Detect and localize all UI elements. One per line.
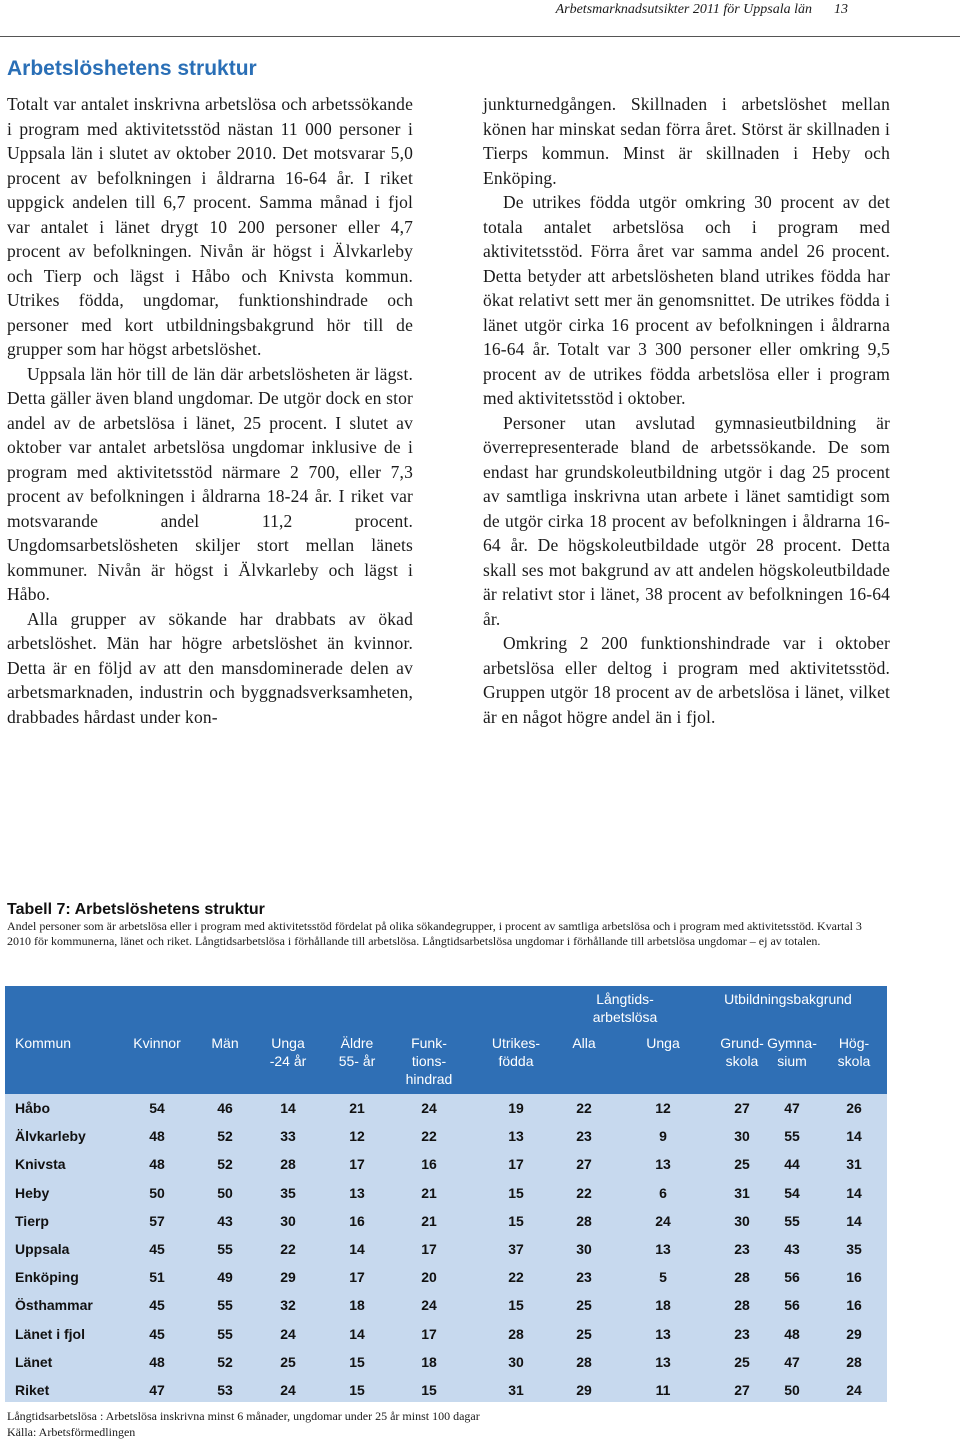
table-cell: 28: [734, 1269, 750, 1286]
table-cell: 24: [655, 1212, 671, 1229]
table-cell: 13: [508, 1128, 524, 1145]
table-cell: 27: [576, 1156, 592, 1173]
table-cell: 22: [576, 1184, 592, 1201]
table-row: [5, 1122, 887, 1150]
table-cell: 23: [576, 1128, 592, 1145]
table-cell: 43: [784, 1241, 800, 1257]
table-header: [5, 986, 887, 1094]
page-number: 13: [834, 2, 848, 17]
row-label: Heby: [15, 1184, 50, 1201]
table-cell: 44: [784, 1156, 800, 1173]
table-cell: 18: [655, 1297, 671, 1314]
table-cell: 12: [349, 1128, 365, 1145]
table-cell: 29: [846, 1325, 862, 1342]
table-cell: 30: [280, 1212, 296, 1229]
table-cell: 47: [149, 1382, 165, 1398]
table-cell: 16: [421, 1156, 437, 1173]
table-cell: 50: [149, 1184, 165, 1201]
table-cell: 24: [280, 1382, 296, 1398]
paragraph: junkturnedgången. Skillnaden i arbetslöshet mellan könen har minskat sedan förra året. Störst är skillnaden i Tierps kommun. Minst är skillnaden i Heby och Enköping.: [483, 94, 890, 188]
table-row: [5, 1348, 887, 1376]
table-cell: 6: [659, 1184, 667, 1201]
table-cell: 57: [149, 1212, 165, 1229]
table-cell: 35: [280, 1184, 296, 1201]
table-cell: 54: [149, 1100, 165, 1116]
table-cell: 17: [508, 1156, 524, 1173]
table-cell: 28: [846, 1353, 862, 1370]
table-cell: 45: [149, 1241, 165, 1257]
table-cell: 55: [217, 1325, 233, 1342]
table-cell: 29: [280, 1269, 296, 1286]
table-cell: 23: [734, 1325, 750, 1342]
table-row: [5, 1150, 887, 1178]
table-cell: 21: [421, 1212, 437, 1229]
table-title: Tabell 7: Arbetslöshetens struktur: [7, 901, 265, 918]
table-cell: 31: [508, 1382, 524, 1398]
table-cell: 49: [217, 1269, 233, 1286]
table-row: [5, 1263, 887, 1291]
table-cell: 13: [655, 1241, 671, 1257]
column-header: Unga -24 år: [269, 1035, 307, 1069]
table-row: [5, 1376, 887, 1404]
table-cell: 17: [349, 1269, 365, 1286]
table-cell: 46: [217, 1100, 233, 1116]
table-cell: 24: [421, 1297, 437, 1314]
table-cell: 55: [784, 1212, 800, 1229]
table-cell: 28: [576, 1353, 592, 1370]
table-cell: 18: [349, 1297, 365, 1314]
table-cell: 50: [217, 1184, 233, 1201]
table-cell: 52: [217, 1353, 233, 1370]
table-cell: 17: [349, 1156, 365, 1173]
row-label: Håbo: [15, 1100, 50, 1116]
table-cell: 28: [508, 1325, 524, 1342]
table-cell: 18: [421, 1353, 437, 1370]
table-cell: 24: [421, 1100, 437, 1116]
table-cell: 53: [217, 1382, 233, 1398]
table-cell: 31: [846, 1156, 862, 1173]
column-header: Utrikes- födda: [491, 1035, 541, 1069]
table-cell: 25: [734, 1156, 750, 1173]
column-header: Grund- skola: [720, 1035, 764, 1069]
table-cell: 56: [784, 1269, 800, 1286]
table-cell: 24: [280, 1325, 296, 1342]
table-cell: 16: [846, 1269, 862, 1286]
table-cell: 30: [734, 1212, 750, 1229]
page-header: [0, 0, 960, 37]
row-label: Länet: [15, 1353, 53, 1370]
table-cell: 30: [508, 1353, 524, 1370]
table-cell: 37: [508, 1241, 524, 1257]
table-cell: 14: [846, 1128, 862, 1145]
column-header: Män: [211, 1035, 239, 1051]
table-cell: 9: [659, 1128, 667, 1145]
table-cell: 21: [421, 1184, 437, 1201]
left-column: [7, 92, 413, 729]
table-cell: 16: [349, 1212, 365, 1229]
column-header: Kommun: [15, 1035, 72, 1051]
running-title: Arbetsmarknadsutsikter 2011 för Uppsala län: [555, 2, 812, 17]
table-source: Källa: Arbetsförmedlingen: [7, 1425, 136, 1439]
section-title: Arbetslöshetens struktur: [7, 57, 257, 80]
row-label: Östhammar: [15, 1297, 93, 1314]
table-cell: 51: [149, 1269, 165, 1286]
data-table: [5, 986, 887, 1402]
paragraph: Alla grupper av sökande har drabbats av ökad arbetslöshet. Män har högre arbetslöshet än kvinnor. Detta är en följd av att den mansdominerade delen av arbetsmarknaden, industrin och byggnadsverksamheten, drabbades hårdast under kon-: [7, 608, 413, 727]
row-label: Länet i fjol: [15, 1325, 85, 1342]
table-cell: 52: [217, 1128, 233, 1145]
column-header: Funk- tions- hindrad: [405, 1035, 453, 1087]
table-cell: 22: [576, 1100, 592, 1116]
table-cell: 19: [508, 1100, 524, 1116]
table-cell: 28: [734, 1297, 750, 1314]
table-cell: 20: [421, 1269, 437, 1286]
header-group-utbildning: Utbildningsbakgrund: [724, 991, 852, 1007]
table-cell: 28: [280, 1156, 296, 1173]
table-cell: 48: [784, 1325, 800, 1342]
row-label: Uppsala: [15, 1241, 70, 1257]
table-cell: 14: [846, 1184, 862, 1201]
row-label: Älvkarleby: [15, 1128, 86, 1145]
column-header: Äldre 55- år: [338, 1035, 376, 1069]
table-cell: 14: [280, 1100, 296, 1116]
table-cell: 15: [349, 1382, 365, 1398]
table-cell: 45: [149, 1297, 165, 1314]
table-cell: 15: [421, 1382, 437, 1398]
table-cell: 12: [655, 1100, 671, 1116]
table-cell: 13: [655, 1156, 671, 1173]
table-cell: 32: [280, 1297, 296, 1314]
table-cell: 25: [280, 1353, 296, 1370]
table-cell: 16: [846, 1297, 862, 1314]
column-header: Alla: [572, 1035, 596, 1051]
paragraph: De utrikes födda utgör omkring 30 procent av det totala antalet arbetslösa och i program med aktivitetsstöd. Förra året var samma andel 26 procent. Detta betyder att arbetslösheten bland utrikes födda har ökat relativt sett mer än genomsnittet. De utrikes födda i länet utgör cirka 16 procent av befolkningen i åldrarna 16-64 år. Totalt var 3 300 personer eller omkring 9,5 procent av de utrikes födda arbetslösa eller i program med aktivitetsstöd i oktober.: [483, 192, 890, 408]
right-column: [483, 92, 890, 729]
table-cell: 30: [576, 1241, 592, 1257]
table-cell: 25: [576, 1297, 592, 1314]
table-cell: 22: [508, 1269, 524, 1286]
row-label: Enköping: [15, 1269, 79, 1286]
table-cell: 14: [349, 1241, 365, 1257]
table-row: [5, 1235, 887, 1263]
table-cell: 15: [349, 1353, 365, 1370]
table-cell: 35: [846, 1241, 862, 1257]
table-cell: 22: [421, 1128, 437, 1145]
table-row: [5, 1320, 887, 1348]
table-cell: 52: [217, 1156, 233, 1173]
table-cell: 28: [576, 1212, 592, 1229]
table-cell: 33: [280, 1128, 296, 1145]
paragraph: Personer utan avslutad gymnasieutbildning är överrepresenterade bland de arbetssökande. De som endast har grundskoleutbildning utgör i dag 25 procent av samtliga inskrivna utan arbete i länet samtidigt som de utgör cirka 18 procent av befolkningen i åldrarna 16-64 år. De högskoleutbildade utgör 28 procent. Detta skall ses mot bakgrund av att andelen högskoleutbildade är relativt stor i länet, 38 procent av befolkningen 16-64 år.: [483, 412, 890, 629]
table-cell: 15: [508, 1212, 524, 1229]
table-cell: 25: [734, 1353, 750, 1370]
table-cell: 17: [421, 1241, 437, 1257]
table-cell: 45: [149, 1325, 165, 1342]
row-label: Knivsta: [15, 1156, 66, 1173]
table-cell: 15: [508, 1184, 524, 1201]
header-group-langtid: Långtids- arbetslösa: [592, 991, 658, 1025]
table-cell: 47: [784, 1100, 800, 1116]
table-cell: 13: [655, 1325, 671, 1342]
column-header: Unga: [646, 1035, 680, 1051]
table-cell: 55: [217, 1297, 233, 1314]
row-label: Riket: [15, 1382, 50, 1398]
table-cell: 17: [421, 1325, 437, 1342]
table-cell: 24: [846, 1382, 862, 1398]
table-row: [5, 1094, 887, 1122]
table-cell: 23: [576, 1269, 592, 1286]
table-cell: 56: [784, 1297, 800, 1314]
column-header: Kvinnor: [133, 1035, 181, 1051]
table-cell: 29: [576, 1382, 592, 1398]
table-cell: 30: [734, 1128, 750, 1145]
table-cell: 27: [734, 1100, 750, 1116]
table-cell: 21: [349, 1100, 365, 1116]
table-cell: 11: [655, 1382, 671, 1398]
column-header: Gymna- sium: [767, 1035, 817, 1069]
column-header: Hög- skola: [837, 1035, 871, 1069]
table-cell: 54: [784, 1184, 800, 1201]
table-cell: 22: [280, 1241, 296, 1257]
table-cell: 50: [784, 1382, 800, 1398]
table-cell: 55: [217, 1241, 233, 1257]
table-cell: 48: [149, 1128, 165, 1145]
table-cell: 26: [846, 1100, 862, 1116]
table-row: [5, 1291, 887, 1319]
table-cell: 23: [734, 1241, 750, 1257]
table-cell: 31: [734, 1184, 750, 1201]
paragraph: Uppsala län hör till de län där arbetslösheten är lägst. Detta gäller även bland ungdomar. De utgör dock en stor andel av de arbetslösa i länet, 25 procent. I slutet av oktober var antalet arbetslösa ungdomar inklusive de i program med aktivitetsstöd närmare 2 700, eller 7,3 procent av befolkningen i åldrarna 18-24 år. I riket var motsvarande andel 11,2 procent. Ungdomsarbetslösheten skiljer stort mellan länets kommuner. Nivån är högst i Älvkarleby och lägst i Håbo.: [7, 363, 413, 604]
table-cell: 15: [508, 1297, 524, 1314]
table-cell: 47: [784, 1353, 800, 1370]
table-cell: 13: [349, 1184, 365, 1201]
table-cell: 48: [149, 1353, 165, 1370]
table-cell: 43: [217, 1212, 233, 1229]
table-cell: 14: [846, 1212, 862, 1229]
table-row: [5, 1179, 887, 1207]
table-row: [5, 1207, 887, 1235]
table-description: Andel personer som är arbetslösa eller i program med aktivitetsstöd fördelat på olika sökandegrupper, i procent av samtliga arbetslösa och i program med aktivitetsstöd. Kvartal 3 2010 för kommunerna, länet och riket. Långtidsarbetslösa i förhållande till arbetslösa. Långtidsarbetslösa ungdomar i förhållande till arbetslösa ungdomar – ej av totalen.: [7, 919, 862, 948]
table-cell: 55: [784, 1128, 800, 1145]
row-label: Tierp: [15, 1212, 49, 1229]
paragraph: Omkring 2 200 funktionshindrade var i oktober arbetslösa eller deltog i program med aktivitetsstöd. Gruppen utgör 18 procent av de arbetslösa i länet, vilket är en något högre andel än i fjol.: [483, 633, 890, 727]
table-cell: 25: [576, 1325, 592, 1342]
table-cell: 48: [149, 1156, 165, 1173]
table-cell: 13: [655, 1353, 671, 1370]
paragraph: Totalt var antalet inskrivna arbetslösa och arbetssökande i program med aktivitetsstöd nästan 11 000 personer i Uppsala län i slutet av oktober 2010. Det motsvarar 5,0 procent av befolkningen i åldrarna 16-64 år. I riket uppgick andelen till 6,7 procent. Samma månad i fjol var antalet i länet drygt 10 200 personer eller 4,7 procent av befolkningen. Nivån är högst i Älvkarleby och Tierp och lägst i Håbo och Knivsta kommun. Utrikes födda, ungdomar, funktionshindrade och personer med kort utbildningsbakgrund hör till de grupper som har högst arbetslöshet.: [7, 94, 413, 359]
table-footnote: Långtidsarbetslösa : Arbetslösa inskrivna minst 6 månader, ungdomar under 25 år minst 100 dagar: [7, 1409, 480, 1423]
table-cell: 5: [659, 1269, 667, 1286]
table-cell: 27: [734, 1382, 750, 1398]
table-cell: 14: [349, 1325, 365, 1342]
